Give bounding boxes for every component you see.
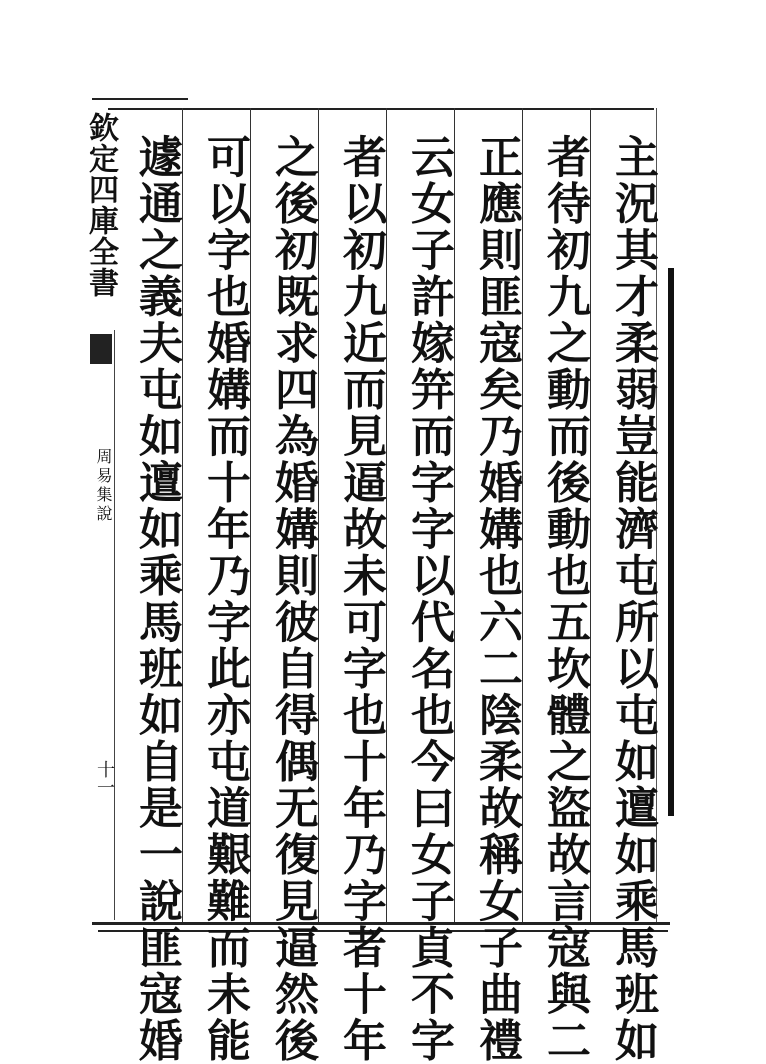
text-column-3: 正應則匪寇矣乃婚媾也六二陰柔故稱女子曲禮 (471, 134, 522, 1064)
text-column-8: 遽通之義夫屯如邅如乘馬班如自是一說匪寇婚 (131, 134, 182, 1064)
text-column-5: 者以初九近而見逼故未可字也十年乃字者十年 (335, 134, 386, 1064)
book-title: 周易集說 (94, 448, 113, 524)
text-column-1: 主況其才柔弱豈能濟屯所以屯如邅如乘馬班如 (607, 134, 658, 1064)
margin-column-rule (114, 330, 115, 920)
text-column-7: 可以字也婚媾而十年乃字此亦屯道艱難而未能 (199, 134, 250, 1064)
page-number: 十一 (94, 760, 115, 796)
page-edge-shadow (668, 268, 674, 816)
text-column-2: 者待初九之動而後動也五坎體之盜故言寇與二 (539, 134, 590, 1064)
fish-tail-mark (90, 334, 112, 364)
frame-top-left-rule (92, 98, 188, 100)
collection-title: 欽定四庫全書 (83, 112, 118, 298)
text-column-4: 云女子許嫁笄而字字以代名也今曰女子貞不字 (403, 134, 454, 1064)
frame-top-rule (108, 108, 654, 110)
text-column-6: 之後初既求四為婚媾則彼自得偶无復見逼然後 (267, 134, 318, 1064)
